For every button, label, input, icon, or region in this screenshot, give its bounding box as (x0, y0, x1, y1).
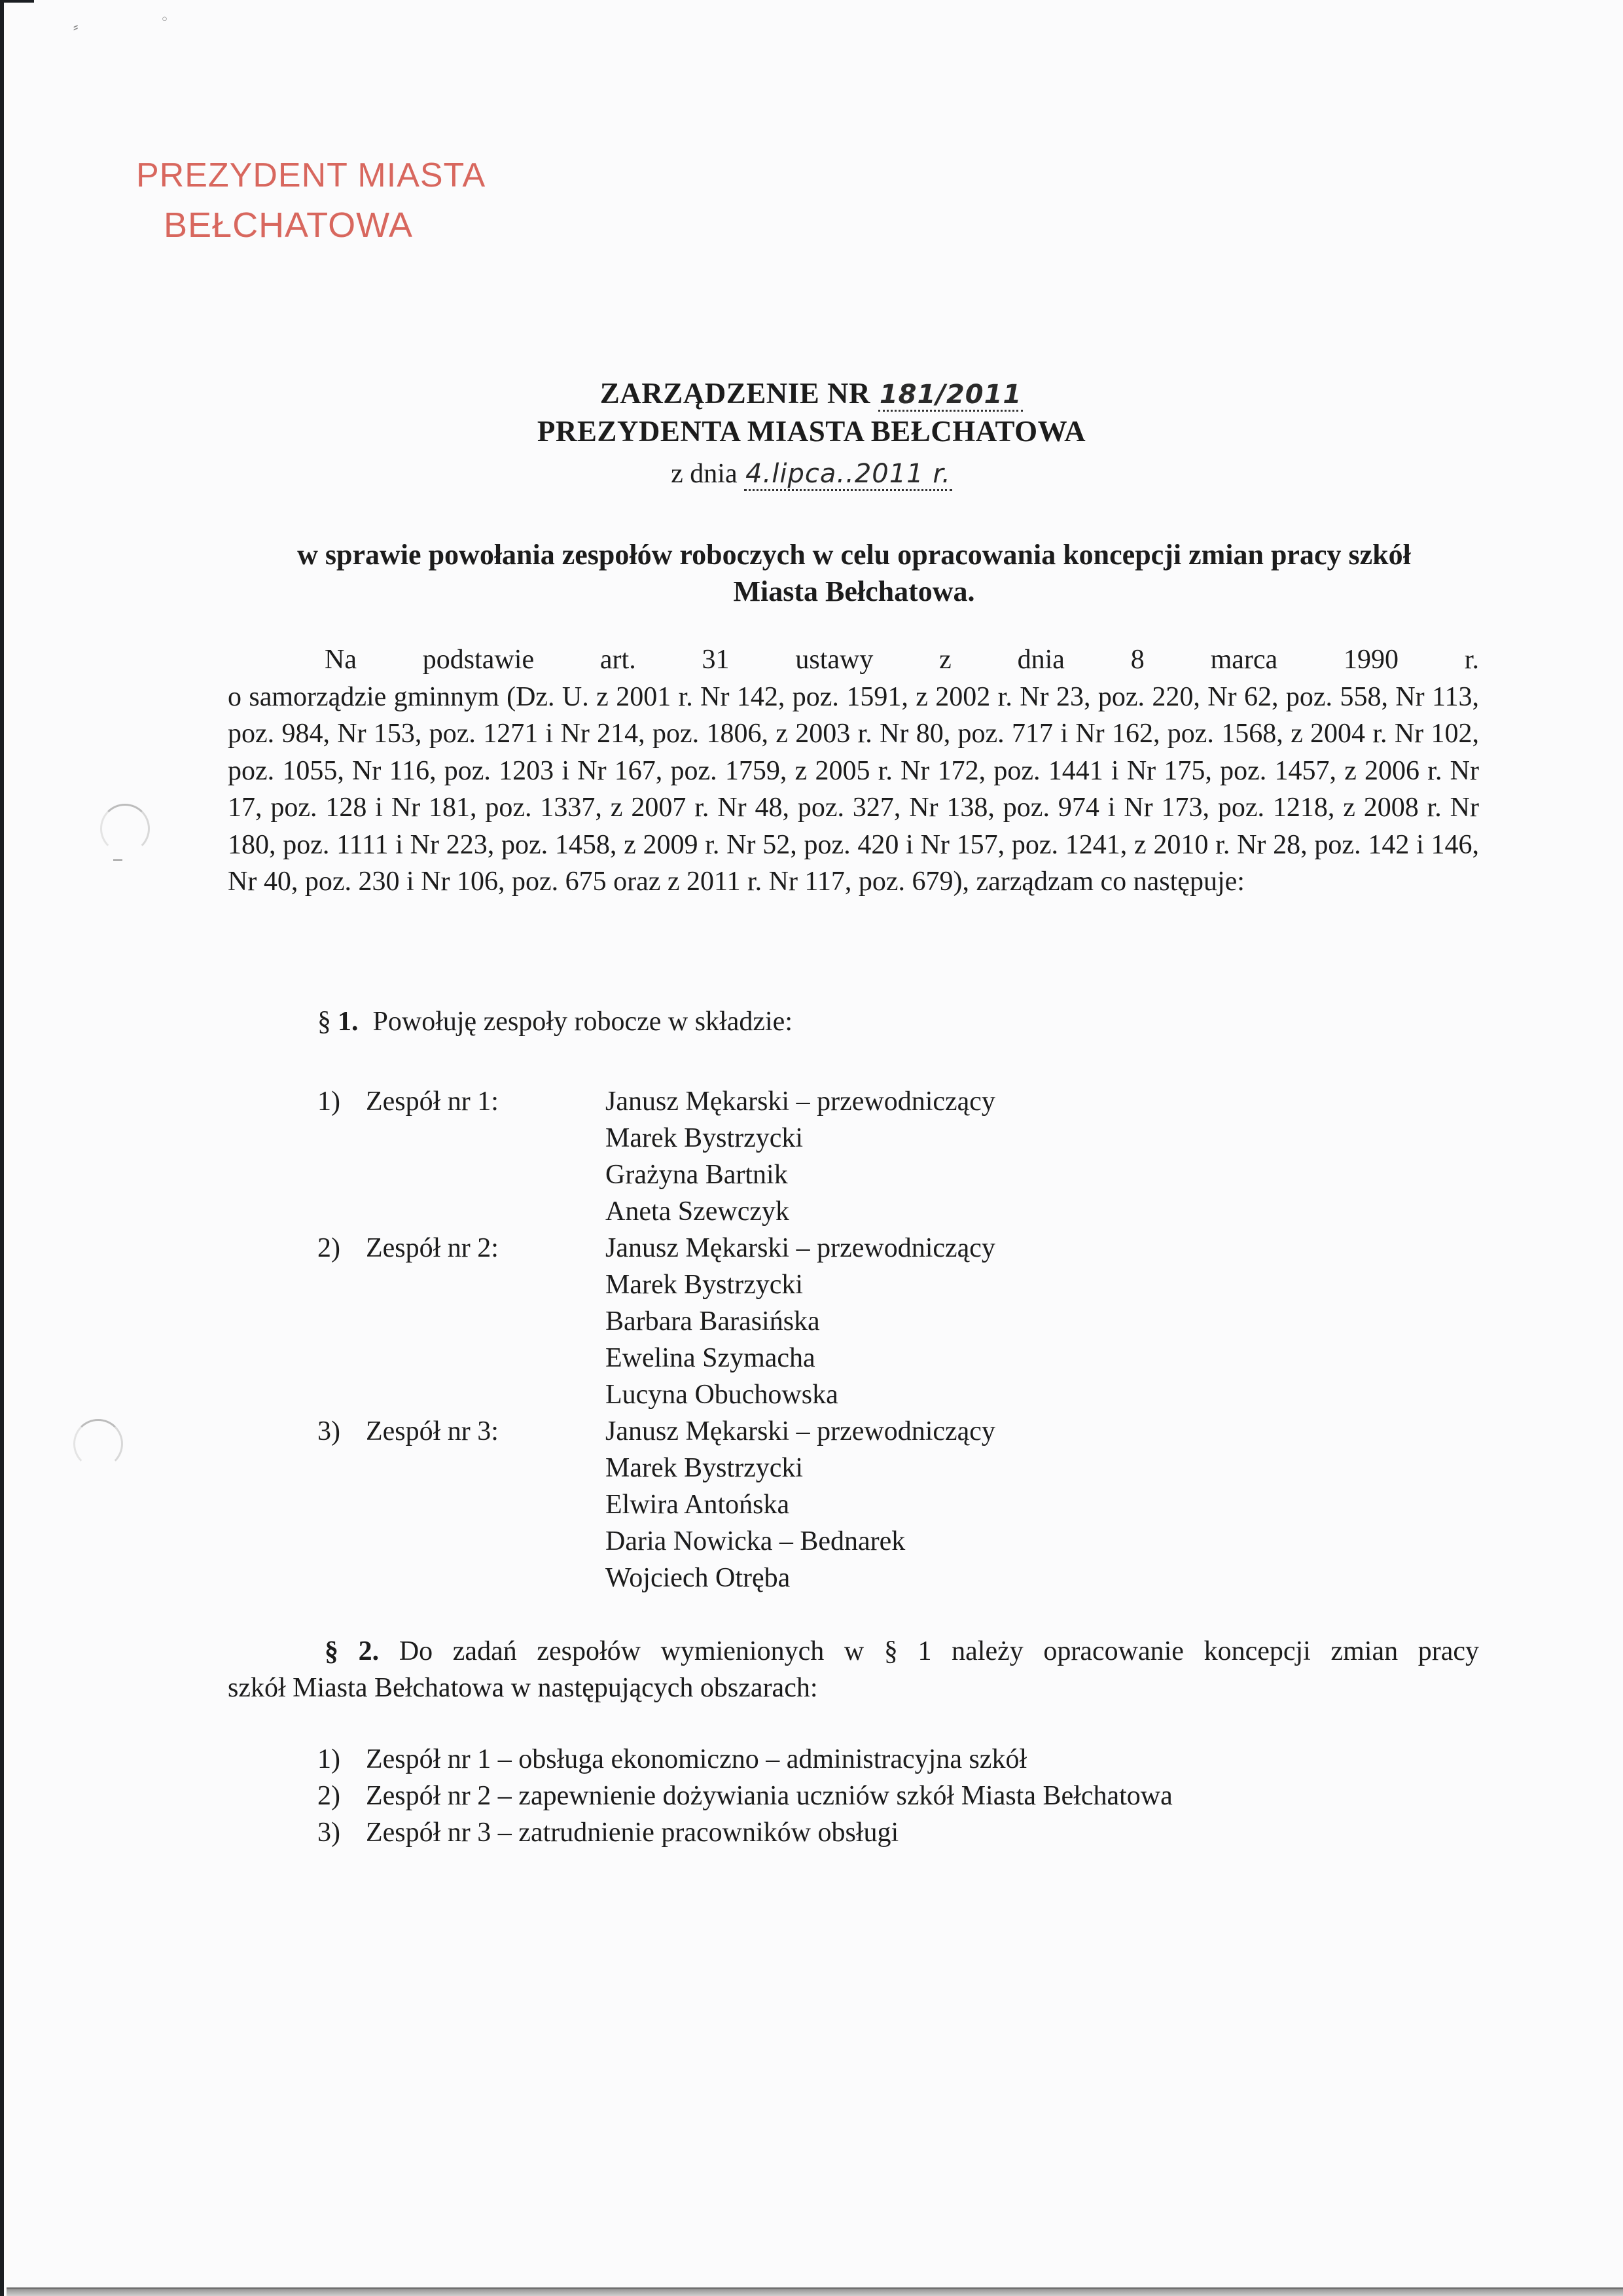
handwritten-date: 4.lipca..2011 r. (744, 459, 952, 491)
area-text: Zespół nr 3 – zatrudnienie pracowników obsługi (366, 1818, 899, 1848)
areas-list (317, 1741, 1173, 1851)
team-member: Daria Nowicka – Bednarek (605, 1526, 906, 1556)
subject-line-2: Miasta Bełchatowa. (733, 575, 975, 607)
team-item (317, 1413, 995, 1596)
area-item (317, 1778, 1173, 1814)
punch-hole-dash (113, 859, 122, 861)
punch-hole-mark (100, 804, 150, 853)
section-2-continuation: szkół Miasta Bełchatowa w następujących obszarach: (228, 1673, 818, 1703)
section-1-text: Powołuję zespoły robocze w składzie: (372, 1007, 793, 1037)
team-label (317, 1230, 605, 1413)
team-item (317, 1083, 995, 1230)
punch-hole-mark (73, 1419, 123, 1469)
team-member: Janusz Mękarski – przewodniczący (605, 1233, 995, 1263)
document-title (0, 376, 1623, 410)
legal-basis-text: o samorządzie gminnym (Dz. U. z 2001 r. Nr 142, poz. 1591, z 2002 r. Nr 23, poz. 220, Nr 62, poz. 558, Nr 113, poz. 984, Nr 153, poz. 1271 i Nr 214, poz. 1806, z 2003 r. Nr 80, poz. 717 i Nr 162, poz. 1568, z 2004 r. Nr 102, poz. 1055, Nr 116, poz. 1203 i Nr 167, poz. 1759, z 2005 r. Nr 172, poz. 1441 i Nr 175, poz. 1457, z 2006 r. Nr 17, poz. 128 i Nr 181, poz. 1337, z 2007 r. Nr 48, poz. 327, Nr 138, poz. 974 i Nr 173, poz. 1218, z 2008 r. Nr 180, poz. 1111 i Nr 223, poz. 1458, z 2009 r. Nr 52, poz. 420 i Nr 157, poz. 1241, z 2010 r. Nr 28, poz. 142 i 146, Nr 40, poz. 230 i Nr 106, poz. 675 oraz z 2011 r. Nr 117, poz. 679), zarządzam co następuje: (228, 681, 1479, 897)
team-member: Janusz Mękarski – przewodniczący (605, 1086, 995, 1117)
legal-basis-paragraph (228, 641, 1479, 901)
team-index: 1) (317, 1086, 340, 1117)
section-2-number: § 2. (325, 1636, 380, 1666)
area-index: 2) (317, 1781, 340, 1811)
area-text: Zespół nr 1 – obsługa ekonomiczno – administracyjna szkół (366, 1744, 1027, 1774)
team-member: Marek Bystrzycki (605, 1270, 804, 1300)
team-item (317, 1230, 995, 1413)
team-label (317, 1083, 605, 1230)
area-index: 3) (317, 1818, 340, 1848)
team-name: Zespół nr 3: (366, 1416, 499, 1446)
section-2-lead (228, 1633, 1479, 1670)
team-member: Elwira Antońska (605, 1490, 790, 1520)
section-2-lead-text: Do zadań zespołów wymienionych w § 1 należy opracowanie koncepcji zmian pracy (399, 1636, 1480, 1666)
section-number: 1. (338, 1007, 359, 1037)
legal-basis-first-line: Na podstawie art. 31 ustawy z dnia 8 marca 1990 r. (325, 645, 1479, 675)
scan-edge-bottom (7, 2287, 1623, 2296)
area-index: 1) (317, 1744, 340, 1774)
section-1-heading (317, 1006, 793, 1037)
stamp-line-2: BEŁCHATOWA (164, 206, 414, 245)
scan-edge-left (0, 0, 4, 2296)
team-member: Aneta Szewczyk (605, 1196, 790, 1227)
team-member: Marek Bystrzycki (605, 1123, 804, 1153)
scan-edge-top (0, 0, 34, 3)
team-index: 2) (317, 1233, 340, 1263)
team-label (317, 1413, 605, 1596)
area-item (317, 1814, 1173, 1851)
area-text: Zespół nr 2 – zapewnienie dożywiania uczniów szkół Miasta Bełchatowa (366, 1781, 1173, 1811)
team-member: Ewelina Szymacha (605, 1343, 815, 1373)
team-member: Marek Bystrzycki (605, 1453, 804, 1483)
scan-smudge: ⸗ (73, 19, 79, 35)
date-prefix: z dnia (671, 459, 738, 489)
area-item (317, 1741, 1173, 1778)
handwritten-document-number: 181/2011 (878, 380, 1023, 412)
team-member: Wojciech Otręba (605, 1563, 791, 1593)
teams-list (317, 1083, 995, 1596)
team-members (605, 1413, 995, 1596)
section-symbol: § (317, 1007, 331, 1037)
team-member: Janusz Mękarski – przewodniczący (605, 1416, 995, 1446)
team-members (605, 1083, 995, 1230)
team-name: Zespół nr 1: (366, 1086, 499, 1117)
document-subject (216, 537, 1492, 610)
scan-smudge: ◦ (160, 12, 169, 28)
team-member: Grażyna Bartnik (605, 1160, 788, 1190)
team-index: 3) (317, 1416, 340, 1446)
team-name: Zespół nr 2: (366, 1233, 499, 1263)
stamp-line-1: PREZYDENT MIASTA (136, 156, 486, 194)
section-2-paragraph (228, 1633, 1479, 1706)
issuer: PREZYDENTA MIASTA BEŁCHATOWA (537, 415, 1086, 448)
team-members (605, 1230, 995, 1413)
subject-line-1: w sprawie powołania zespołów roboczych w celu opracowania koncepcji zmian pracy szkół (297, 539, 1411, 571)
team-member: Lucyna Obuchowska (605, 1380, 838, 1410)
title-prefix: ZARZĄDZENIE NR (599, 377, 871, 410)
document-date (0, 458, 1623, 490)
team-member: Barbara Barasińska (605, 1306, 820, 1336)
